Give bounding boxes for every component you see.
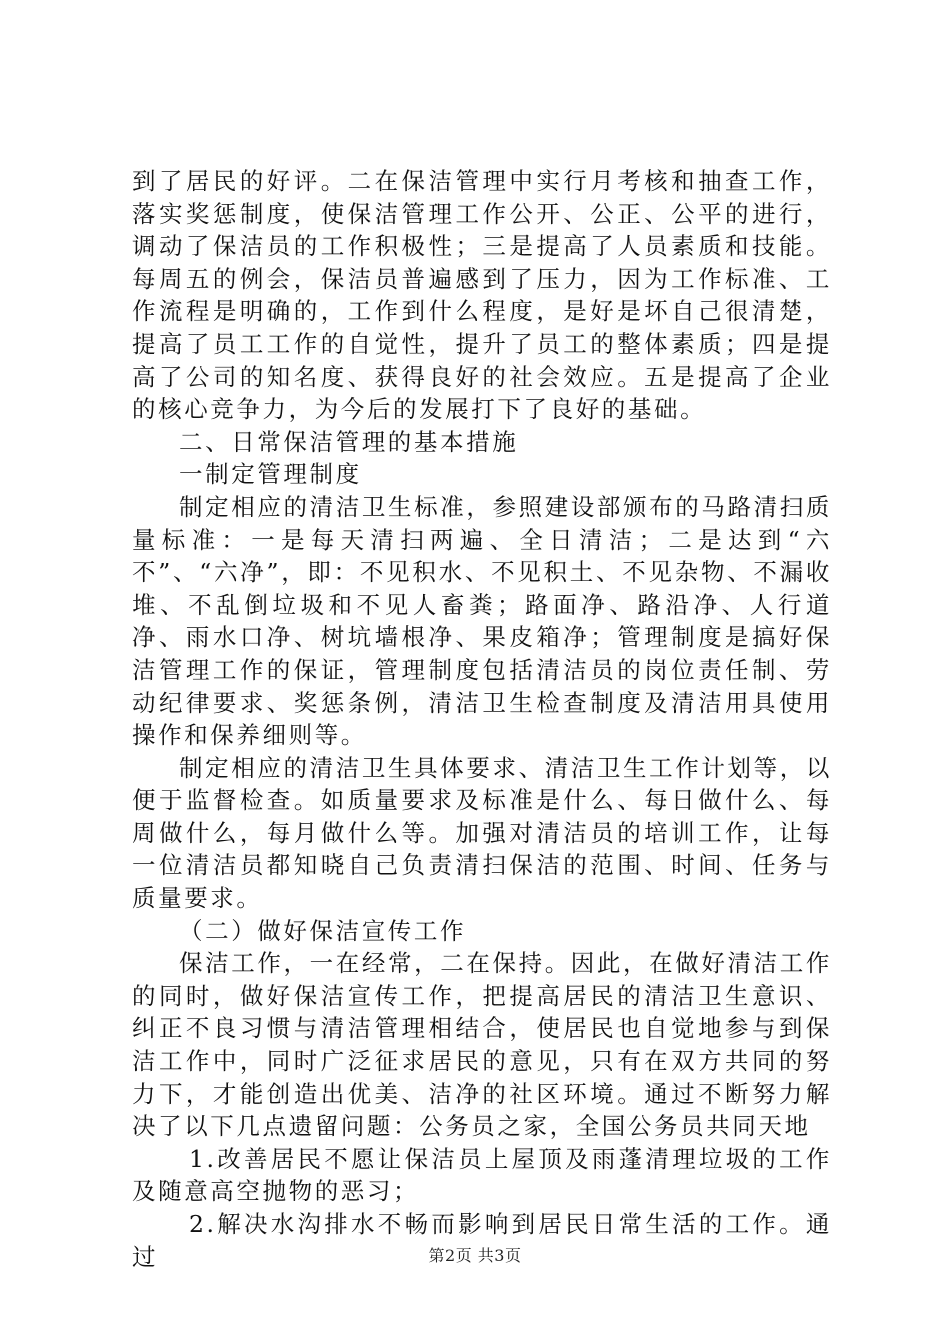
list-item-2: 2.解决水沟排水不畅而影响到居民日常生活的工作。通过 [132, 1210, 832, 1271]
document-body [132, 165, 832, 1273]
section-heading-measures: 二、日常保洁管理的基本措施 [179, 427, 519, 456]
subsection-heading-publicity: （二）做好保洁宣传工作 [179, 916, 467, 945]
page-number-footer: 第2页 共3页 [428, 1246, 522, 1265]
paragraph-publicity: 保洁工作，一在经常，二在保持。因此，在做好清洁工作的同时，做好保洁宣传工作，把提高居民的清洁卫生意识、纠正不良习惯与清洁管理相结合，使居民也自觉地参与到保洁工作中，同时广泛征求居民的意见，只有在双方共同的努力下，才能创造出优美、洁净的社区环境。通过不断努力解决了以下几点遗留问题：公务员之家，全国公务员共同天地 [132, 949, 832, 1141]
paragraph-results: 到了居民的好评。二在保洁管理中实行月考核和抽查工作，落实奖惩制度，使保洁管理工作公开、公正、公平的进行，调动了保洁员的工作积极性；三是提高了人员素质和技能。每周五的例会，保洁员普遍感到了压力，因为工作标准、工作流程是明确的，工作到什么程度，是好是坏自己很清楚，提高了员工工作的自觉性，提升了员工的整体素质；四是提高了公司的知名度、获得良好的社会效应。五是提高了企业的核心竞争力，为今后的发展打下了良好的基础。 [132, 167, 832, 424]
subsection-heading-rules: 一制定管理制度 [179, 460, 362, 489]
paragraph-requirements: 制定相应的清洁卫生具体要求、清洁卫生工作计划等，以便于监督检查。如质量要求及标准是什么、每日做什么、每周做什么，每月做什么等。加强对清洁员的培训工作，让每一位清洁员都知晓自己负责清扫保洁的范围、时间、任务与质量要求。 [132, 753, 832, 913]
paragraph-standards: 制定相应的清洁卫生标准，参照建设部颁布的马路清扫质量标准：一是每天清扫两遍、全日清洁；二是达到“六不”、“六净”，即：不见积水、不见积土、不见杂物、不漏收堆、不乱倒垃圾和不见人畜粪；路面净、路沿净、人行道净、雨水口净、树坑墙根净、果皮箱净；管理制度是搞好保洁管理工作的保证，管理制度包括清洁员的岗位责任制、劳动纪律要求、奖惩条例，清洁卫生检查制度及清洁用具使用操作和保养细则等。 [132, 492, 832, 750]
list-item-1: 1.改善居民不愿让保洁员上屋顶及雨蓬清理垃圾的工作及随意高空抛物的恶习； [132, 1144, 832, 1206]
